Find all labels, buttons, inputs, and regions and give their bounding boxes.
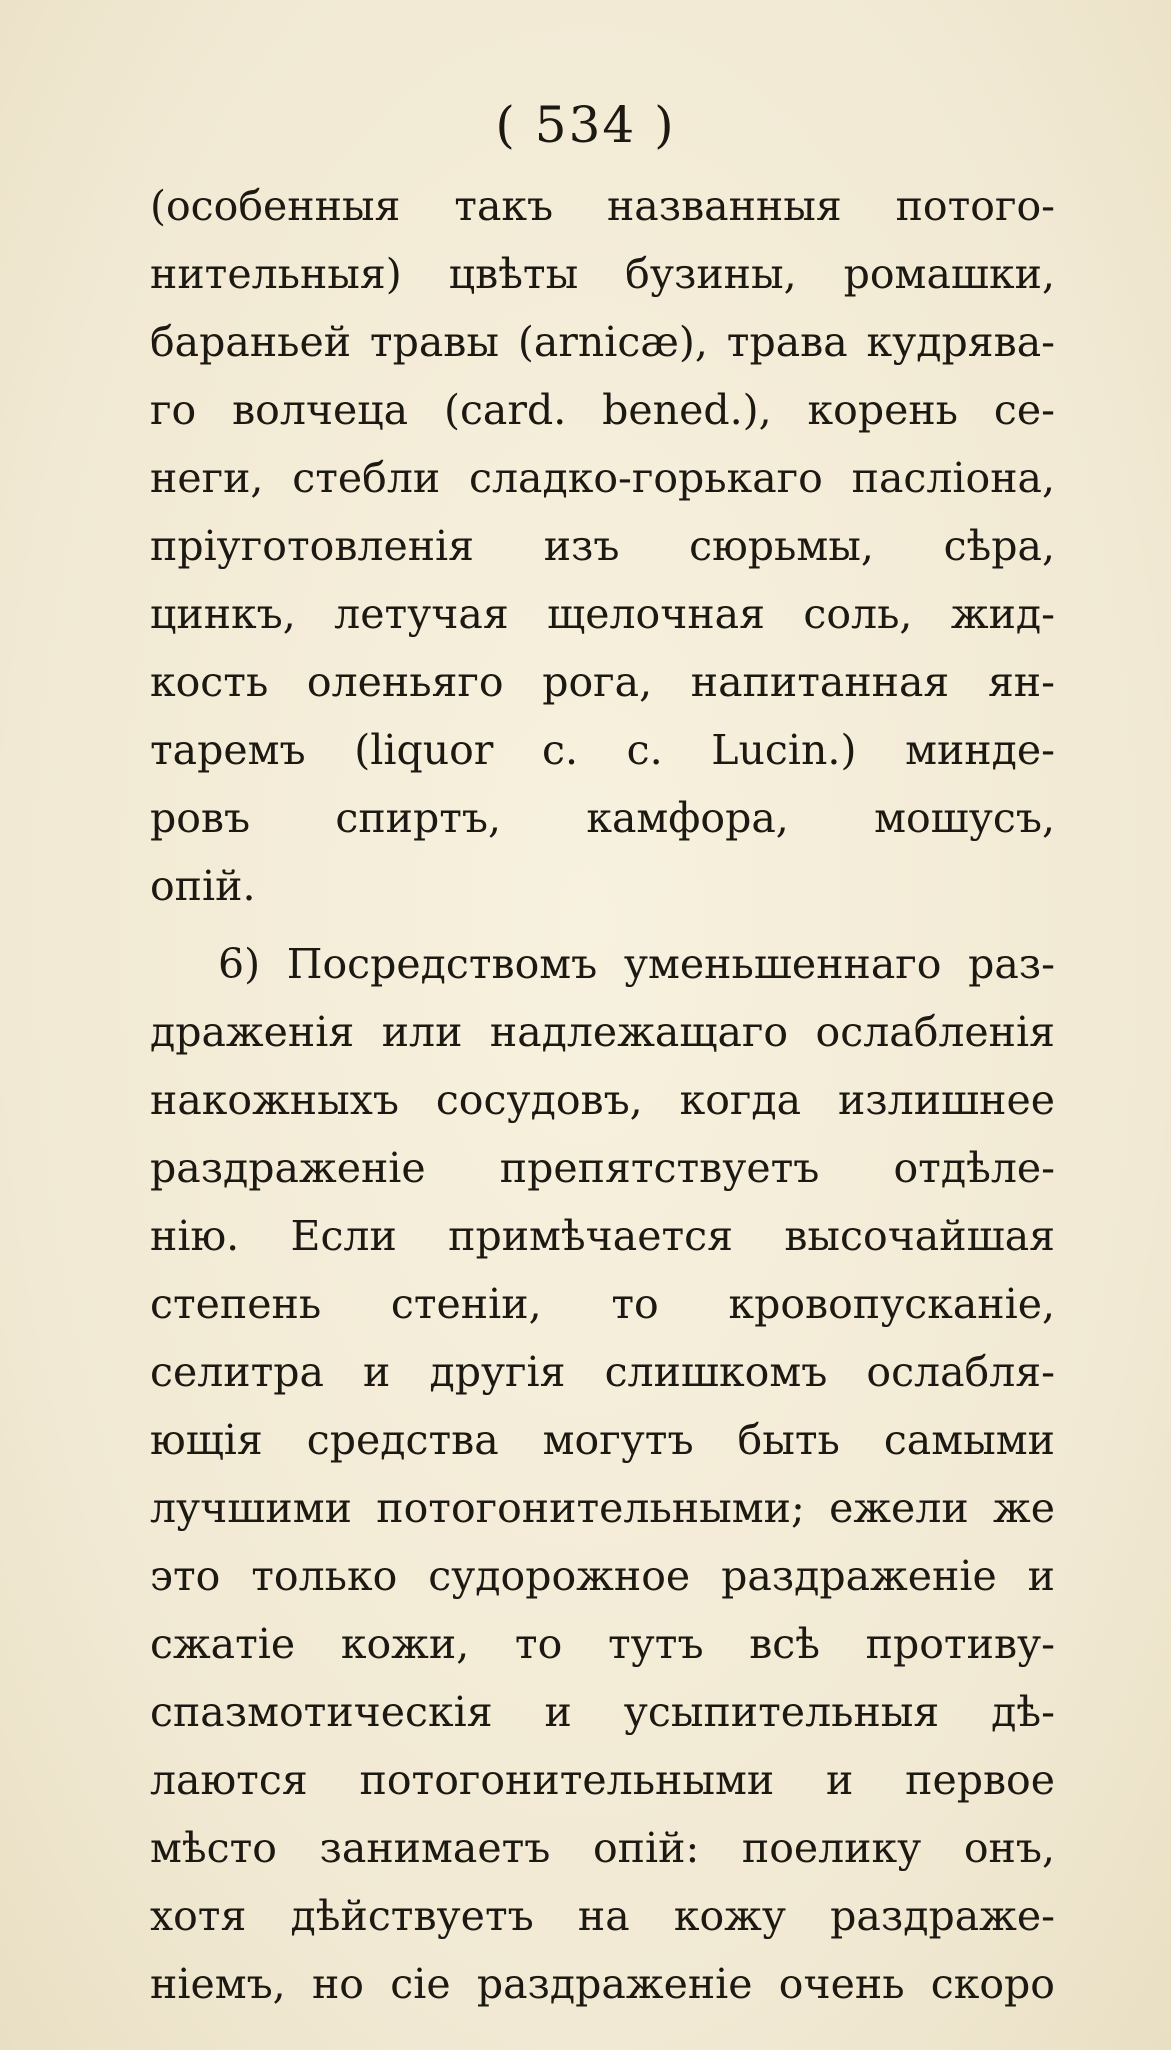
text-line: накожныхъ сосудовъ, когда излишнее bbox=[150, 1076, 1055, 1124]
text-line: ніемъ, но сіе раздраженіе очень скоро bbox=[150, 1960, 1055, 2008]
text-line: драженія или надлежащаго ослабленія bbox=[150, 1008, 1055, 1056]
text-line: ющія средства могутъ быть самыми bbox=[150, 1416, 1055, 1464]
text-line: пріуготовленія изъ сюрьмы, сѣра, bbox=[150, 522, 1055, 570]
page-number: ( 534 ) bbox=[495, 96, 676, 154]
text-line: (особенныя такъ названныя потого- bbox=[150, 182, 1055, 230]
text-line: спазмотическія и усыпительныя дѣ- bbox=[150, 1688, 1055, 1736]
text-line: степень стеніи, то кровопусканіе, bbox=[150, 1280, 1055, 1328]
text-line: мѣсто занимаетъ опій: поелику онъ, bbox=[150, 1824, 1055, 1872]
text-line: кость оленьяго рога, напитанная ян- bbox=[150, 658, 1055, 706]
text-line: нительныя) цвѣты бузины, ромашки, bbox=[150, 250, 1055, 298]
text-line: неги, стебли сладко-горькаго пасліона, bbox=[150, 454, 1055, 502]
text-line: сжатіе кожи, то тутъ всѣ противу- bbox=[150, 1620, 1055, 1668]
text-line: бараньей травы (arnicæ), трава кудрява- bbox=[150, 318, 1055, 366]
text-line: ровъ спиртъ, камфора, мошусъ, bbox=[150, 794, 1055, 842]
text-line: таремъ (liquor c. c. Lucin.) минде- bbox=[150, 726, 1055, 774]
paragraph-1 bbox=[150, 172, 1055, 920]
text-line: селитра и другія слишкомъ ослабля- bbox=[150, 1348, 1055, 1396]
text-line: 6) Посредствомъ уменьшеннаго раз- bbox=[218, 940, 1055, 988]
text-line: цинкъ, летучая щелочная соль, жид- bbox=[150, 590, 1055, 638]
text-line: лаются потогонительными и первое bbox=[150, 1756, 1055, 1804]
body-text bbox=[150, 172, 1055, 2018]
text-line: это только судорожное раздраженіе и bbox=[150, 1552, 1055, 1600]
text-line: хотя дѣйствуетъ на кожу раздраже- bbox=[150, 1892, 1055, 1940]
text-line: раздраженіе препятствуетъ отдѣле- bbox=[150, 1144, 1055, 1192]
paragraph-2 bbox=[150, 930, 1055, 2018]
text-line: го волчеца (card. bened.), корень се- bbox=[150, 386, 1055, 434]
text-line: нію. Если примѣчается высочайшая bbox=[150, 1212, 1055, 1260]
text-line: опій. bbox=[150, 862, 256, 910]
text-line: лучшими потогонительными; ежели же bbox=[150, 1484, 1055, 1532]
